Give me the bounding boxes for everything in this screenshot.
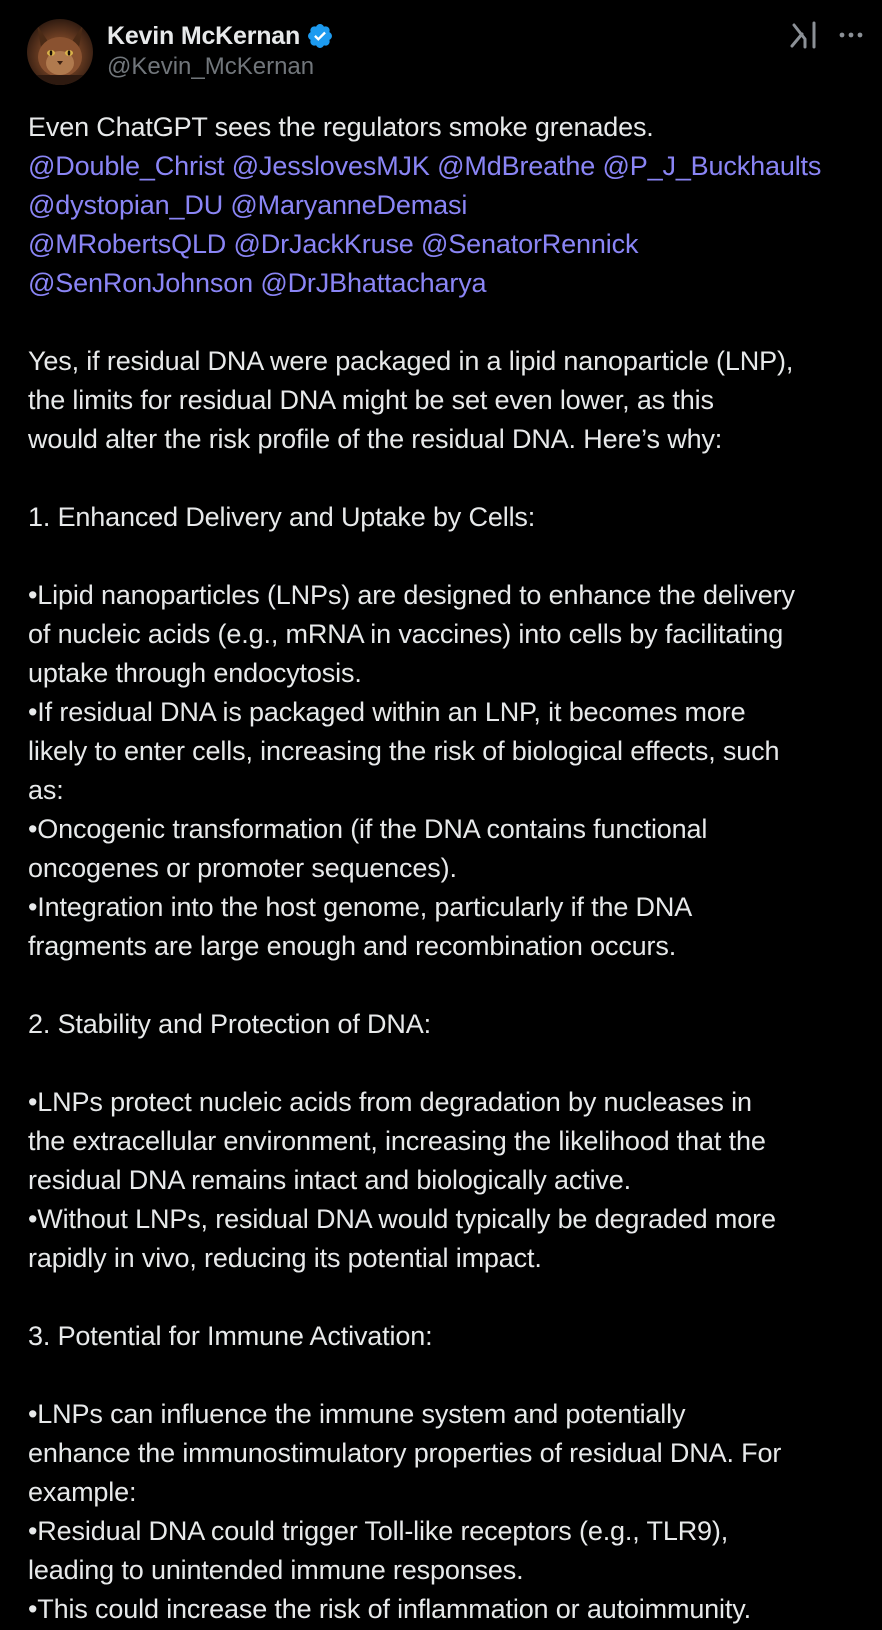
mention-line bbox=[28, 225, 868, 264]
paragraph-line: enhance the immunostimulatory properties of residual DNA. For bbox=[28, 1438, 782, 1468]
tweet-intro: Even ChatGPT sees the regulators smoke grenades. bbox=[28, 112, 654, 142]
mention-link[interactable]: @SenatorRennick bbox=[421, 229, 639, 259]
author-handle[interactable]: @Kevin_McKernan bbox=[107, 53, 315, 80]
mention-line bbox=[28, 264, 868, 303]
author-avatar[interactable] bbox=[27, 19, 93, 85]
mention-link[interactable]: @dystopian_DU bbox=[28, 190, 224, 220]
author-display-name[interactable]: Kevin McKernan bbox=[107, 21, 301, 50]
mention-line bbox=[28, 186, 868, 225]
paragraph-line: •Without LNPs, residual DNA would typically be degraded more bbox=[28, 1204, 776, 1234]
paragraph-line: •If residual DNA is packaged within an LNP, it becomes more bbox=[28, 697, 746, 727]
paragraph-line: residual DNA remains intact and biologically active. bbox=[28, 1165, 631, 1195]
mention-link[interactable]: @MaryanneDemasi bbox=[230, 190, 468, 220]
mention-link[interactable]: @MRobertsQLD bbox=[28, 229, 227, 259]
mention-line bbox=[28, 147, 868, 186]
section-heading: 3. Potential for Immune Activation: bbox=[28, 1321, 433, 1351]
tweet-actions-top bbox=[788, 18, 864, 52]
paragraph-line: would alter the risk profile of the residual DNA. Here’s why: bbox=[28, 424, 723, 454]
paragraph-line: •Residual DNA could trigger Toll-like receptors (e.g., TLR9), bbox=[28, 1516, 729, 1546]
paragraph-line: the limits for residual DNA might be set even lower, as this bbox=[28, 385, 714, 415]
paragraph-line: •This could increase the risk of inflammation or autoimmunity. bbox=[28, 1594, 751, 1624]
grok-icon[interactable] bbox=[788, 20, 818, 50]
paragraph-line: leading to unintended immune responses. bbox=[28, 1555, 524, 1585]
paragraph-line: fragments are large enough and recombination occurs. bbox=[28, 931, 677, 961]
mention-link[interactable]: @SenRonJohnson bbox=[28, 268, 253, 298]
section-heading: 2. Stability and Protection of DNA: bbox=[28, 1009, 431, 1039]
paragraph-line: •Oncogenic transformation (if the DNA contains functional bbox=[28, 814, 708, 844]
tweet-header bbox=[0, 0, 882, 100]
paragraph-line: likely to enter cells, increasing the risk of biological effects, such bbox=[28, 736, 780, 766]
author-name-row bbox=[107, 19, 334, 53]
tweet-text bbox=[28, 108, 868, 1629]
paragraph-line: rapidly in vivo, reducing its potential impact. bbox=[28, 1243, 542, 1273]
paragraph-line: •Lipid nanoparticles (LNPs) are designed to enhance the delivery bbox=[28, 580, 795, 610]
paragraph-line: •LNPs protect nucleic acids from degradation by nucleases in bbox=[28, 1087, 752, 1117]
paragraph-line: of nucleic acids (e.g., mRNA in vaccines) into cells by facilitating bbox=[28, 619, 784, 649]
paragraph-line: as: bbox=[28, 775, 64, 805]
section-heading: 1. Enhanced Delivery and Uptake by Cells: bbox=[28, 502, 536, 532]
paragraph-line: uptake through endocytosis. bbox=[28, 658, 362, 688]
mention-link[interactable]: @DrJackKruse bbox=[233, 229, 414, 259]
mention-link[interactable]: @P_J_Buckhaults bbox=[602, 151, 822, 181]
mention-link[interactable]: @JesslovesMJK bbox=[231, 151, 430, 181]
mention-link[interactable]: @DrJBhattacharya bbox=[260, 268, 487, 298]
paragraph-line: example: bbox=[28, 1477, 137, 1507]
verified-badge-icon bbox=[306, 22, 334, 50]
paragraph-line: Yes, if residual DNA were packaged in a lipid nanoparticle (LNP), bbox=[28, 346, 794, 376]
mention-link[interactable]: @MdBreathe bbox=[437, 151, 596, 181]
more-options-icon[interactable] bbox=[838, 22, 864, 48]
paragraph-line: oncogenes or promoter sequences). bbox=[28, 853, 457, 883]
paragraph-line: •Integration into the host genome, particularly if the DNA bbox=[28, 892, 693, 922]
mention-link[interactable]: @Double_Christ bbox=[28, 151, 225, 181]
paragraph-line: the extracellular environment, increasing the likelihood that the bbox=[28, 1126, 766, 1156]
paragraph-line: •LNPs can influence the immune system and potentially bbox=[28, 1399, 686, 1429]
